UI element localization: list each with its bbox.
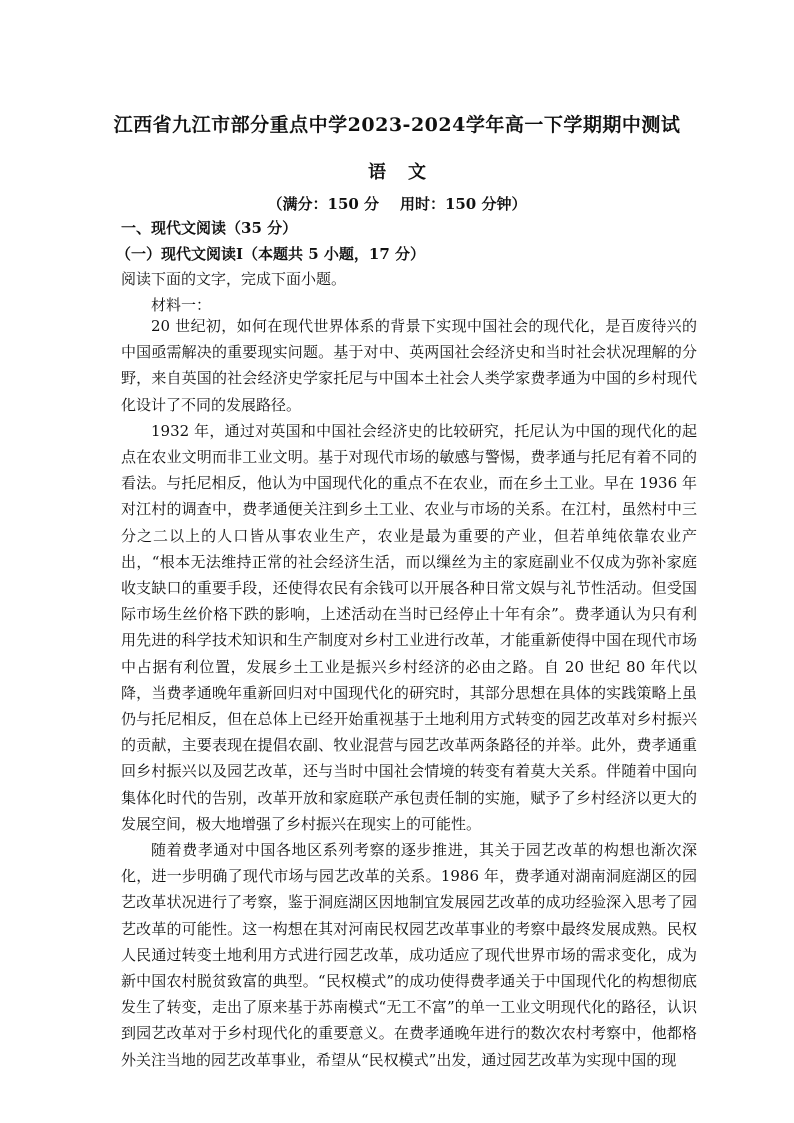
material-label: 材料一：: [151, 296, 212, 314]
paragraph: 1932 年，通过对英国和中国社会经济史的比较研究，托尼认为中国的现代化的起点在农业文明而非工业文明。基于对现代市场的敏感与警惕，费孝通与托尼有着不同的看法。与托尼相反，他认为中国现代化的重点不在农业，而在乡土工业。早在 1936 年对江村的调查中，费孝通便关注到乡土工业、农业与市场的关系。在江村，虽然村中三分之二以上的人口皆从事农业生产，农业是最为重要的产业，但若单纯依靠农业产出，“根本无法维持正常的社会经济生活，而以缫丝为主的家庭副业不仅成为弥补家庭收支缺口的重要手段，还使得农民有余钱可以开展各种日常文娱与礼节性活动。但受国际市场生丝价格下跌的影响，上述活动在当时已经停止十年有余”。费孝通认为只有利用先进的科学技术知识和生产制度对乡村工业进行改革，才能重新使得中国在现代市场中占据有利位置，发展乡土工业是振兴乡村经济的必由之路。自 20 世纪 80 年代以降，当费孝通晚年重新回归对中国现代化的研究时，其部分思想在具体的实践策略上虽仍与托尼相反，但在总体上已经开始重视基于土地利用方式转变的园艺改革对乡村振兴的贡献，主要表现在提倡农副、牧业混营与园艺改革两条路径的并举。此外，费孝通重回乡村振兴以及园艺改革，还与当时中国社会情境的转变有着莫大关系。伴随着中国向集体化时代的告别，改革开放和家庭联产承包责任制的实施，赋予了乡村经济以更大的发展空间，极大地增强了乡村振兴在现实上的可能性。: [121, 421, 697, 833]
paragraph: 20 世纪初，如何在现代世界体系的背景下实现中国社会的现代化，是百废待兴的中国亟需解决的重要现实问题。基于对中、英两国社会经济史和当时社会状况理解的分野，来自英国的社会经济史学家托尼与中国本土社会人类学家费孝通为中国的乡村现代化设计了不同的发展路径。: [121, 317, 697, 414]
passage-body: [121, 313, 697, 1073]
subject-title: 语文: [368, 162, 448, 183]
exam-meta: （满分：150 分 用时：150 分钟）: [267, 195, 527, 213]
exam-title: 江西省九江市部分重点中学2023-2024学年高一下学期期中测试: [113, 114, 681, 136]
subsection-heading: （一）现代文阅读Ⅰ（本题共 5 小题，17 分）: [116, 245, 425, 263]
section-heading: 一、现代文阅读（35 分）: [121, 219, 298, 237]
paragraph: 随着费孝通对中国各地区系列考察的逐步推进，其关于园艺改革的构想也渐次深化，进一步明确了现代市场与园艺改革的关系。1986 年，费孝通对湖南洞庭湖区的园艺改革状况进行了考察，鉴于洞庭湖区因地制宜发展园艺改革的成功经验深入思考了园艺改革的可能性。这一构想在其对河南民权园艺改革事业的考察中最终发展成熟。民权人民通过转变土地利用方式进行园艺改革，成功适应了现代世界市场的需求变化，成为新中国农村脱贫致富的典型。“民权模式”的成功使得费孝通关于中国现代化的构想彻底发生了转变，走出了原来基于苏南模式“无工不富”的单一工业文明现代化的路径，认识到园艺改革对于乡村现代化的重要意义。在费孝通晚年进行的数次农村考察中，他都格外关注当地的园艺改革事业，希望从“民权模式”出发，通过园艺改革为实现中国的现: [121, 841, 697, 1069]
reading-instruction: 阅读下面的文字，完成下面小题。: [121, 270, 347, 288]
